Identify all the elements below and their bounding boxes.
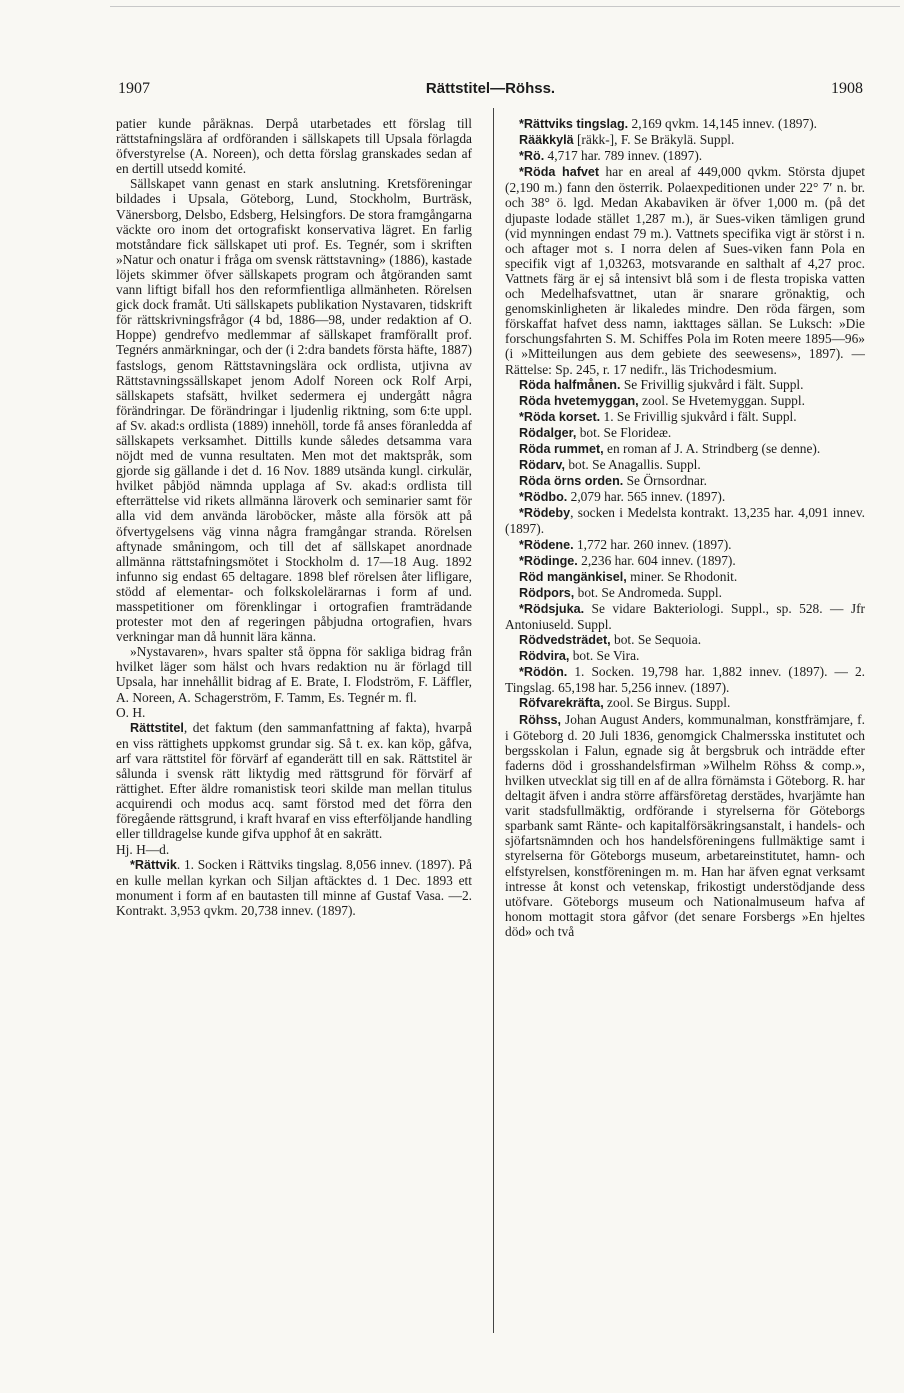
entry <box>505 585 865 601</box>
entry-text: 1,772 har. 260 innev. (1897). <box>573 536 732 552</box>
entry-rohss <box>505 712 865 939</box>
entry-text: 1. Se Frivillig sjukvård i fält. Suppl. <box>600 408 797 424</box>
headword: *Röda hafvet <box>519 165 600 180</box>
entry <box>505 116 865 132</box>
entry <box>505 601 865 632</box>
headword: Rättstitel <box>130 720 184 735</box>
entry-text: 1. Socken. 19,798 har. 1,882 innev. (1897). — 2. Tingslag. 65,198 har. 5,256 innev. (1897). <box>505 664 865 696</box>
page-number-left: 1907 <box>118 80 150 97</box>
headword: *Rättvik <box>130 857 177 872</box>
entry <box>505 569 865 585</box>
entry <box>505 664 865 695</box>
headword: *Rödene. <box>519 537 574 552</box>
entry <box>505 148 865 164</box>
headword: Rödarv, <box>519 458 565 473</box>
headword: *Rödsjuka. <box>519 601 585 616</box>
headword: *Rödbo. <box>519 490 568 505</box>
headword: Rödpors, <box>519 585 575 600</box>
entry-text: [räkk-], F. Se Bräkylä. Suppl. <box>573 132 735 148</box>
headword: Rödvedsträdet, <box>519 633 611 648</box>
headword: *Rö. <box>519 149 545 164</box>
running-title: Rättstitel—Röhss. <box>425 80 556 97</box>
paragraph: patier kunde påräknas. Derpå utarbetades ett förslag till rättstafningslära af ordföranden i sällskapets till Upsala förlagda öfverstyrelse (A. Noreen), och detta förslag granskades sedan af en dertill utsedd komité. <box>116 116 472 177</box>
headword: Rääkkylä <box>519 133 574 148</box>
entry-rattstitel <box>116 720 472 842</box>
headword: Röda hvetemyggan, <box>519 393 639 408</box>
headword: Röda örns orden. <box>519 474 624 489</box>
right-column <box>505 116 865 1341</box>
paragraph: »Nystavaren», hvars spalter stå öppna för sakliga bidrag från hvilket läger som hälst och hvars redaktion nu är förlagd till Upsala, har innehållit bidrag af E. Brate, I. Flodström, F. Läffler, A. Noreen, A. Schagerström, F. Tamm, Es. Tegnér m. fl. <box>116 644 472 705</box>
entry-text: 2,169 qvkm. 14,145 innev. (1897). <box>628 116 818 131</box>
entry-text: Se Frivillig sjukvård i fält. Suppl. <box>620 376 804 392</box>
entry-text: , det faktum (den sammanfattning af fakta), hvarpå en viss rättighets uppkomst grundar sig. Så t. ex. kan köp, gåfva, arf vara rättstitel för förvärf af eganderätt till en sak. Rättstitel är sålunda i svensk rätt liktydig med rättsgrund för förvärf af rättighet. Efter äldre romanistisk teori skilde man mellan titulus acquirendi och modus acq. samt förstod med det förra den föregående rättsgrund, i kraft hvaraf en viss efterföljande handling eller tilldragelse kunde gifva upphof åt en sakrätt. <box>116 719 472 842</box>
author-signature: O. H. <box>116 704 146 720</box>
entry-text: Se vidare Bakteriologi. Suppl., sp. 528. — Jfr Antoniuseld. Suppl. <box>505 600 865 632</box>
entry-text: bot. Se Sequoia. <box>610 632 702 648</box>
entry <box>505 132 865 148</box>
page-number-right: 1908 <box>831 80 863 97</box>
headword: *Rödeby <box>519 506 571 521</box>
headword: *Rättviks tingslag. <box>519 117 629 131</box>
entry <box>505 409 865 425</box>
entry-text: 2,079 har. 565 innev. (1897). <box>567 489 726 505</box>
entry-rattvik <box>116 857 472 918</box>
entry <box>505 537 865 553</box>
entry-text: bot. Se Andromeda. Suppl. <box>574 584 722 600</box>
entry <box>505 164 865 376</box>
entry-text: , socken i Medelsta kontrakt. 13,235 har. 4,091 innev. (1897). <box>505 505 865 537</box>
column-divider <box>493 108 494 1333</box>
entry-text: bot. Se Anagallis. Suppl. <box>564 457 701 473</box>
entry-text: miner. Se Rhodonit. <box>626 568 738 584</box>
headword: *Rödinge. <box>519 553 578 568</box>
left-column <box>116 116 472 1341</box>
headword: Röda rummet, <box>519 441 604 456</box>
headword: Röfvarekräfta, <box>519 696 604 711</box>
entry-text: har en areal af 449,000 qvkm. Största djupet (2,190 m.) fann den österrik. Polaexpeditionen under 22° 7′ n. br. och 38° ö. lgd. Medan Akabaviken är öfver 1,000 m. (på det djupaste lodade stället 1,287 m.), är Sues-viken tämligen grund (vid mynningen endast 79 m.). Vattnets specifika vigt är störst i n. och aftager mot s. I norra delen af Sues-viken fann Pola en specifik vigt af 1,03263, motsvarande en salthalt af 4,27 proc. Vattnets färg är ej så intensivt blå som i de flesta tropiska vatten och Medelhafsvattnet, utan är snarare grönaktig, och genomskinligheten är likaledes mindre. Den röda färgen, som förskaffat hafvet dess namn, iakttages sällan. Se Luksch: »Die forschungsfahrten S. M. Schiffes Pola im Roten meere 1895—96» (i »Mitteilungen aus dem gebiete des seewesens», 1897). — Rättelse: Sp. 245, r. 17 nedifr., läs Trichodesmium. <box>505 164 865 377</box>
entry <box>505 505 865 536</box>
entry <box>505 393 865 409</box>
scan-edge-line <box>110 6 900 7</box>
headword: Röda halfmånen. <box>519 377 621 392</box>
entry <box>505 648 865 664</box>
entry <box>505 457 865 473</box>
headword: Röhss, <box>519 712 561 727</box>
entry <box>505 553 865 569</box>
page-header <box>118 80 863 104</box>
entry <box>505 441 865 457</box>
headword: *Rödön. <box>519 665 568 680</box>
entry-text: . 1. Socken i Rättviks tingslag. 8,056 innev. (1897). På en kulle mellan kyrkan och Siljan aftäcktes d. 1 Dec. 1893 ett monument i form af en bautasten till minne af Gustaf Vasa. —2. Kontrakt. 3,953 qvkm. 20,738 innev. (1897). <box>116 856 472 918</box>
entry <box>505 632 865 648</box>
headword: Rödalger, <box>519 425 577 440</box>
headword: *Röda korset. <box>519 409 601 424</box>
entry-text: en roman af J. A. Strindberg (se denne). <box>603 440 821 456</box>
entry <box>505 695 865 711</box>
entry <box>505 489 865 505</box>
entry <box>505 473 865 489</box>
entry <box>505 377 865 393</box>
entry-text: zool. Se Birgus. Suppl. <box>603 695 731 711</box>
headword: Röd mangänkisel, <box>519 569 627 584</box>
entry-text: Se Örnsordnar. <box>623 473 707 489</box>
headword: Rödvira, <box>519 649 570 664</box>
entry-text: bot. Se Florideæ. <box>576 424 672 440</box>
paragraph: Sällskapet vann genast en stark anslutning. Kretsföreningar bildades i Upsala, Göteborg, Lund, Stockholm, Burträsk, Vänersborg, Delsbo, Edsberg, Helsingfors. De stora framgångarna väckte oro inom det ortografiskt konservativa lägret. En farlig motståndare fick sällskapet uti prof. Es. Tegnér, som i skriften »Natur och onatur i fråga om svensk rättstavning» (1886), kastade löjets skimmer öfver sällskapets program och åtgöranden samt vann liftigt bifall hos den reformfientliga allmänheten. Rörelsen gick dock framåt. Uti sällskapets publikation Nystavaren, tidskrift för rättskrivningsfrågor (4 bd, 1886—98, under redaktion af O. Hoppe) gendrefvo medlemmar af sällskapet framförallt prof. Tegnérs anmärkningar, och der (i 2:dra bandets första häfte, 1887) fastslogs, genom Rättstavningslära ock ordlista, utjivna av Rättstavningssällskapet jenom Adolf Noreen ock Rolf Arpi, sällskapets stafsätt, hvilket sedermera ej undergått några förändringar. De förändringar i ljudenlig riktning, som 6:te uppl. af Sv. akad:s ordlista (1889) innehöll, torde få anses föranledda af sällskapets verksamhet. Dittills kunde således detsamma vara nöjdt med de vunna resultaten. Men mot det maktspråk, som gjorde sig gällande i det d. 16 Nov. 1889 utsända kungl. cirkulär, hvilket påbjöd nämnda upplaga af Sv. akad:s ordlista till efterrättelse vid rikets allmänna läroverk och seminarier samt för alla vid dem använda läroböcker, måste alla försök att på öfvertygelsens väg vinna några framgångar stranda. Rörelsen aftynade småningom, och till det af sällskapet anordnade allmänna rättstafningsmötet i Stockholm d. 17—18 Aug. 1892 infunno sig endast 65 deltagare. 1898 blef rörelsen åter lifligare, stödd af elementar- och folkskolelärarnas i form af und. masspetitioner om förenklingar i ortografien framträdande protester mot den af regeringen påbjudna ortografien, hvars verkningar man då hunnit lära känna. <box>116 176 472 645</box>
entry-text: 2,236 har. 604 innev. (1897). <box>577 552 736 568</box>
entry-text: zool. Se Hvetemyggan. Suppl. <box>638 392 805 408</box>
entry-text: 4,717 har. 789 innev. (1897). <box>544 148 703 164</box>
author-signature: Hj. H—d. <box>116 841 170 857</box>
entry-text: Johan August Anders, kommunalman, konstfrämjare, f. i Göteborg d. 20 Juli 1836, genomgick Chalmersska institutet och bergsskolan i Falun, egnade sig åt bergsbruk och inträdde efter faderns död i grosshandelsfirman »Wilhelm Röhss & comp.», hvilken utvecklat sig till en af de allra förnämsta i Göteborg. R. har deltagit äfven i andra större affärsföretag derstädes, hvarjämte han varit stadsfullmäktig, ordförande i styrelserna för Göteborgs sparbank samt Ränte- och kapitalförsäkringsanstalt, i handels- och sjöfartsnämnden och hos handelsföreningens fullmäktige samt i styrelserna för Göteborgs museum, arbetareinstitutet, hamn- och elfstyrelsen, konstföreningen m. m. Han har äfven egnat verksamt intresse åt konst och vetenskap, frikostigt understödjande dess utöfvare. Göteborgs museum och Nationalmuseum hafva af honom mottagit stora gåfvor (det senare Forsbergs »En hjeltes död» och två <box>505 711 865 939</box>
entry-text: bot. Se Vira. <box>569 648 640 664</box>
entry <box>505 425 865 441</box>
